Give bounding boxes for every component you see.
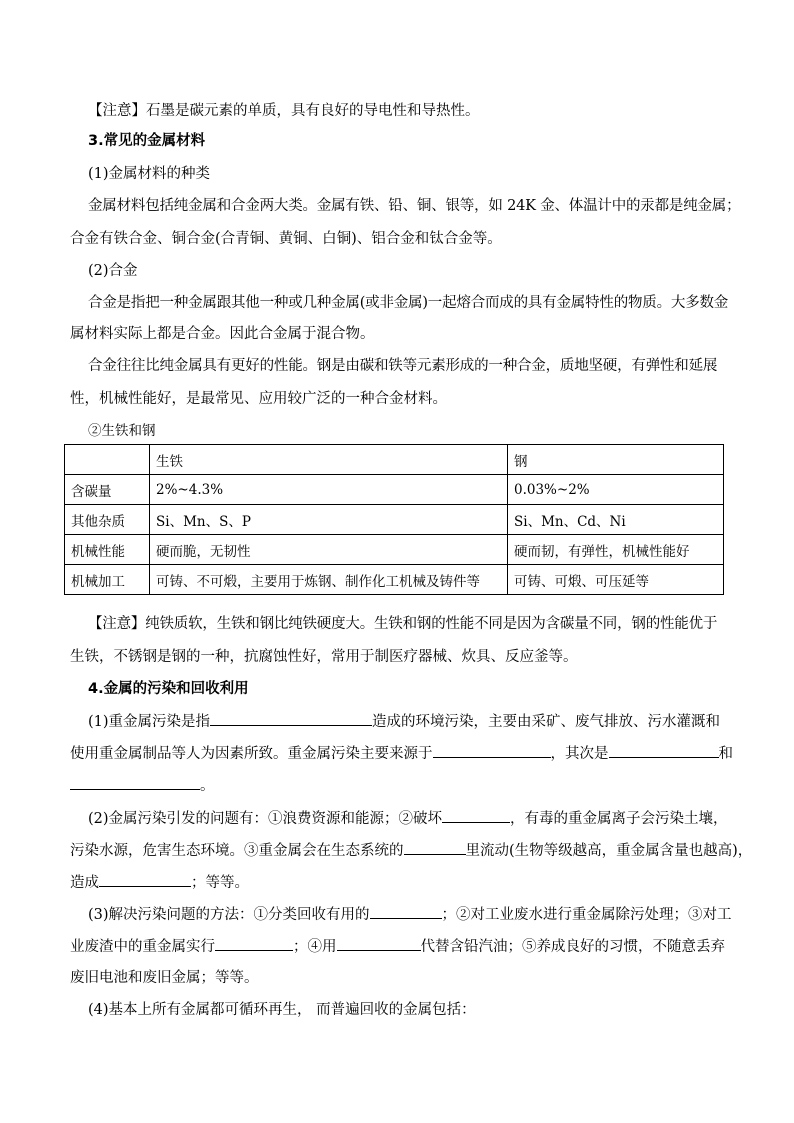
- table-cell: 含碳量: [65, 475, 150, 505]
- subheading-alloy: (2)合金: [88, 263, 138, 279]
- question-text: 造成的环境污染，主要由采矿、废气排放、污水灌溉和: [372, 714, 721, 730]
- table-cell: Si、Mn、S、P: [150, 505, 508, 535]
- answer-blank[interactable]: [370, 904, 442, 919]
- question-text: ，有毒的重金属离子会污染土壤，: [510, 811, 728, 827]
- question-text: 。: [200, 778, 215, 794]
- note-iron-steel-line1: 【注意】纯铁质软，生铁和钢比纯铁硬度大。生铁和钢的性能不同是因为含碳量不同，钢的性能优于: [88, 616, 718, 632]
- paragraph-alloy-perf-line2: 性，机械性能好，是最常见、应用较广泛的一种合金材料。: [70, 391, 447, 407]
- subheading-types: (1)金属材料的种类: [88, 166, 211, 182]
- table-cell: 可铸、不可煅，主要用于炼钢、制作化工机械及铸件等: [150, 565, 508, 595]
- table-row: [65, 475, 724, 505]
- answer-blank[interactable]: [210, 711, 372, 726]
- table-cell: 机械加工: [65, 565, 150, 595]
- question-1-line3: [70, 775, 726, 796]
- paragraph-types-line1: 金属材料包括纯金属和合金两大类。金属有铁、铅、铜、银等，如 24K 金、体温计中的汞都是纯金属；: [88, 198, 741, 214]
- table-cell: 可铸、可煅、可压延等: [508, 565, 724, 595]
- question-text: ；②对工业废水进行重金属除污处理；③对工: [441, 907, 732, 923]
- question-text: (2)金属污染引发的问题有：①浪费资源和能源；②破坏: [88, 811, 443, 827]
- question-3-line3: 废旧电池和废旧金属；等等。: [70, 970, 259, 986]
- answer-blank[interactable]: [609, 743, 719, 758]
- answer-blank[interactable]: [99, 872, 191, 887]
- iron-steel-table: [64, 444, 724, 595]
- paragraph-types-line2: 合金有铁合金、铜合金(合青铜、黄铜、白铜)、铝合金和钛合金等。: [70, 231, 502, 247]
- section-4-heading: 4.金属的污染和回收利用: [88, 681, 249, 697]
- question-2-line2: [70, 840, 753, 861]
- answer-blank[interactable]: [404, 840, 466, 855]
- paragraph-alloy-def-line2: 属材料实际上都是合金。因此合金属于混合物。: [70, 326, 375, 342]
- table-header-cell: [65, 445, 150, 475]
- question-1-line2: [70, 743, 733, 764]
- table-row: [65, 505, 724, 535]
- question-text: 业废渣中的重金属实行: [70, 939, 215, 955]
- question-text: 污染水源，危害生态环境。③重金属会在生态系统的: [70, 843, 404, 859]
- question-text: (3)解决污染问题的方法：①分类回收有用的: [88, 907, 370, 923]
- question-text: 里流动(生物等级越高，重金属含量也越高)，: [465, 843, 753, 859]
- table-header-cell: 钢: [508, 445, 724, 475]
- question-text: (1)重金属污染是指: [88, 714, 211, 730]
- answer-blank[interactable]: [442, 808, 510, 823]
- answer-blank[interactable]: [215, 936, 293, 951]
- table-cell: 硬而脆，无韧性: [150, 535, 508, 565]
- question-3-line1: [88, 904, 744, 925]
- question-text: ；④用: [293, 939, 337, 955]
- table-row: [65, 535, 724, 565]
- table-row: [65, 565, 724, 595]
- table-cell: 2%~4.3%: [150, 475, 508, 505]
- paragraph-alloy-def-line1: 合金是指把一种金属跟其他一种或几种金属(或非金属)一起熔合而成的具有金属特性的物质。大多数金: [88, 295, 729, 311]
- question-2-line3: [70, 872, 726, 893]
- note-graphite: 【注意】石墨是碳元素的单质，具有良好的导电性和导热性。: [88, 103, 480, 119]
- table-header-row: [65, 445, 724, 475]
- table-cell: 机械性能: [65, 535, 150, 565]
- question-1-line1: [88, 711, 744, 732]
- question-text: 代替含铅汽油；⑤养成良好的习惯，不随意丢弃: [420, 939, 725, 955]
- answer-blank[interactable]: [433, 743, 551, 758]
- table-cell: Si、Mn、Cd、Ni: [508, 505, 724, 535]
- section-3-heading: 3.常见的金属材料: [88, 133, 206, 149]
- question-text: 造成: [70, 875, 99, 891]
- question-4: (4)基本上所有金属都可循环再生， 而普遍回收的金属包括：: [88, 1002, 476, 1018]
- table-caption: ②生铁和钢: [88, 423, 156, 439]
- answer-blank[interactable]: [70, 775, 200, 790]
- table-header-cell: 生铁: [150, 445, 508, 475]
- table-cell: 其他杂质: [65, 505, 150, 535]
- table-cell: 0.03%~2%: [508, 475, 724, 505]
- question-text: 使用重金属制品等人为因素所致。重金属污染主要来源于: [70, 746, 433, 762]
- question-3-line2: [70, 936, 726, 957]
- question-text: ，其次是: [550, 746, 609, 762]
- table-cell: 硬而韧，有弹性，机械性能好: [508, 535, 724, 565]
- note-iron-steel-line2: 生铁，不锈钢是钢的一种，抗腐蚀性好，常用于制医疗器械、炊具、反应釜等。: [70, 649, 578, 665]
- question-text: ；等等。: [191, 875, 249, 891]
- question-text: 和: [718, 746, 733, 762]
- answer-blank[interactable]: [337, 936, 421, 951]
- question-2-line1: [88, 808, 744, 829]
- paragraph-alloy-perf-line1: 合金往往比纯金属具有更好的性能。钢是由碳和铁等元素形成的一种合金，质地坚硬，有弹性和延展: [88, 358, 718, 374]
